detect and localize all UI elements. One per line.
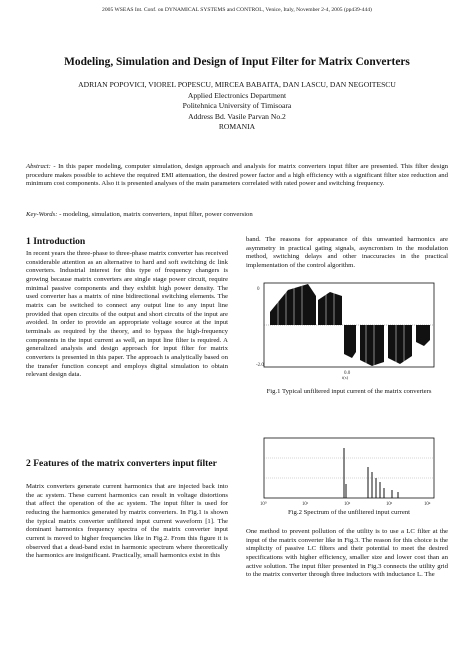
right-column-continuation: band. The reasons for appearance of this unwanted harmonics are asymmetry in practical gating signals, asyncronism in the modulation method, switching delays and other inaccuracies in the practical implementation of the control algorithm. [246, 236, 448, 269]
conference-header: 2005 WSEAS Int. Conf. on DYNAMICAL SYSTEMS and CONTROL, Venice, Italy, November 2-4, 2005 (pp439-444) [102, 7, 372, 13]
figure-1-caption: Fig.1 Typical unfiltered input current of the matrix converters [266, 388, 432, 395]
fig1-positive-block-2 [318, 292, 342, 325]
fig1-x-label: t(s) [342, 375, 349, 380]
fig1-y-tick-bottom: -2.0 [256, 363, 264, 368]
abstract [26, 163, 448, 189]
section-features-body: Matrix converters generate current harmonics that are injected back into the ac system. These current harmonics can result in voltage distortions that affect the operation of the ac system. The input filter is used for reducing the harmonics generated by matrix converters. In Fig.1 is shown the typical matrix converter unfiltered input current waveform [1]. The dominant harmonics frequency spectra of the matrix converter input current is moved to higher frequencies like in Fig.2. From this figure it is observed that a dead-band exist in harmonic spectrum where theoretically the harmonics are insignificant. Practically, small harmonics exist in this [26, 483, 228, 560]
figure-2-spectrum [256, 410, 442, 506]
keywords [26, 211, 448, 220]
fig1-y-tick-top: 0 [257, 287, 260, 292]
fig1-negative-block-2 [360, 325, 384, 366]
abstract-label: Abstract: [26, 163, 54, 170]
fig1-negative-block-4 [416, 325, 430, 346]
fig2-x-tick-2: 10¹ [302, 502, 309, 506]
section-introduction-heading: 1 Introduction [26, 236, 86, 247]
fig1-negative-block-1 [344, 325, 356, 358]
authors-line: ADRIAN POPOVICI, VIOREL POPESCU, MIRCEA BABAITA, DAN LASCU, DAN NEGOITESCU [78, 80, 396, 89]
fig2-harmonic-lines [344, 448, 398, 498]
affiliation-university: Politehnica University of Timisoara [182, 101, 292, 111]
figure-1-waveform [256, 282, 442, 380]
fig1-x-tick: 0.0 [344, 371, 351, 376]
fig2-x-tick-4: 10³ [386, 502, 393, 506]
fig2-x-tick-3: 10² [344, 502, 351, 506]
fig2-x-tick-5: 10⁴ [424, 502, 431, 506]
section-introduction-body: In recent years the three-phase to three-phase matrix converter has received considerable attention as an alternative to hard and soft switching dc link converters. Industrial interest for this type of frequency changers is growing because matrix converters are single stage power circuit, require minimal passive components and they exhibit high power density. The used converter has a matrix of nine bidirectional switching elements. The matrix can be switched to connect any output line to any input line provided that open circuits of the output and short circuits of the input are avoided. In order to provide an appropriate voltage source at the input terminals as required by the theory, and to bypass the high-frequency components in the input current as well, an input line filter is required. A generalized analysis and design approach for input filter for matrix converters is presented in this paper. The approach is analytically based on the transfer function concept and employs digital simulation to obtain relevant design data. [26, 250, 229, 379]
fig1-negative-block-3 [388, 325, 412, 364]
fig2-x-tick-1: 10⁰ [260, 502, 267, 506]
figure-2-caption: Fig.2 Spectrum of the unfiltered input current [287, 509, 411, 516]
paper-title: Modeling, Simulation and Design of Input Filter for Matrix Converters [64, 56, 410, 68]
affiliation-department: Applied Electronics Department [187, 90, 287, 100]
section-features-heading: 2 Features of the matrix converters input filter [26, 458, 217, 469]
keywords-text: - modeling, simulation, matrix converters, input filter, power conversion [59, 211, 253, 218]
abstract-text: - In this paper modeling, computer simulation, design approach and analysis for matrix converters input filter are presented. This filter design procedure makes possible to achieve the required EMI attenuation, the desired power factor and a high efficiency with a significant filter size reduction and minimum cost components. Also it is presented analyses of the main parameters correlated with rated power and switching frequency. [26, 163, 449, 188]
fig1-positive-block-1 [270, 284, 316, 325]
affiliation-country: ROMANIA [218, 122, 256, 132]
affiliation-address: Address Bd. Vasile Parvan No.2 [188, 111, 286, 121]
author-block [0, 80, 474, 133]
fig2-plot-frame [264, 438, 434, 498]
keywords-label: Key-Words: [26, 211, 60, 218]
right-column-body: One method to prevent pollution of the utility is to use a LC filter at the input of the matrix converter like in Fig.3. The reason for this choice is the simplicity of passive LC filters and their potential to meet the desired specifications with higher efficiency, smaller size and lower cost than an active solution. The input filter presented in Fig.3 connects the utility grid to the matrix converter through three inductors with inductance L. The [246, 528, 448, 579]
